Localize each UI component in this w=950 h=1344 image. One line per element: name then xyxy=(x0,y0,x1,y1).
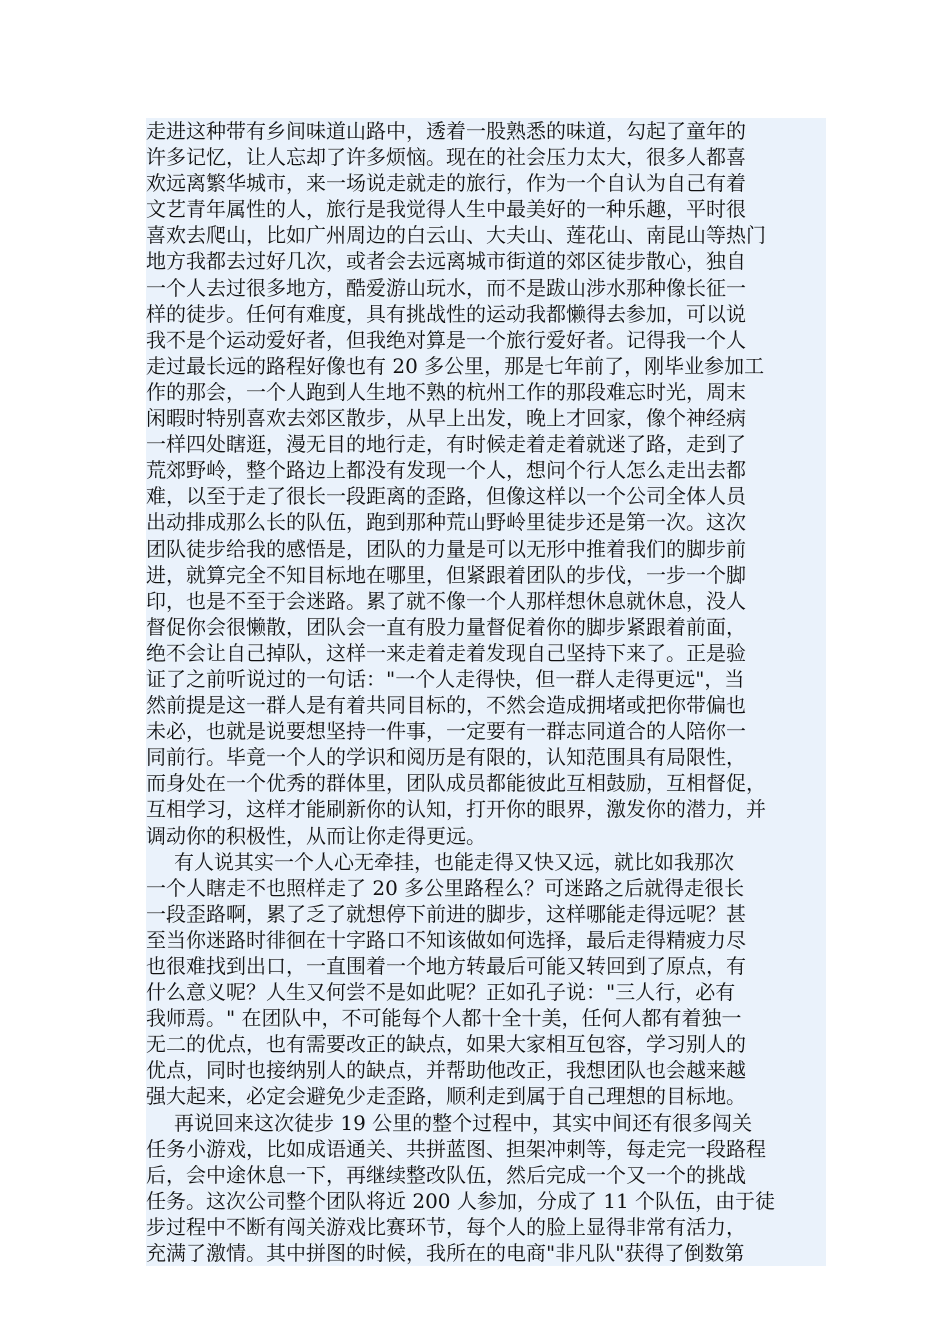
text-line: 进，就算完全不知目标地在哪里，但紧跟着团队的步伐，一步一个脚 xyxy=(146,562,826,588)
paragraph xyxy=(146,118,826,849)
text-line: 同前行。毕竟一个人的学识和阅历是有限的，认知范围具有局限性， xyxy=(146,744,826,770)
text-line: 团队徒步给我的感悟是，团队的力量是可以无形中推着我们的脚步前 xyxy=(146,536,826,562)
text-line: 走进这种带有乡间味道山路中，透着一股熟悉的味道，勾起了童年的 xyxy=(146,118,826,144)
text-line: 至当你迷路时徘徊在十字路口不知该做如何选择，最后走得精疲力尽 xyxy=(146,927,826,953)
text-line: 地方我都去过好几次，或者会去远离城市街道的郊区徒步散心，独自 xyxy=(146,248,826,274)
text-line: 优点，同时也接纳别人的缺点，并帮助他改正，我想团队也会越来越 xyxy=(146,1057,826,1083)
text-line: 难，以至于走了很长一段距离的歪路，但像这样以一个公司全体人员 xyxy=(146,483,826,509)
text-line: 文艺青年属性的人，旅行是我觉得人生中最美好的一种乐趣，平时很 xyxy=(146,196,826,222)
text-line: 任务小游戏，比如成语通关、共拼蓝图、担架冲刺等，每走完一段路程 xyxy=(146,1136,826,1162)
text-line: 什么意义呢？人生又何尝不是如此呢？正如孔子说："三人行，必有 xyxy=(146,979,826,1005)
text-line: 我不是个运动爱好者，但我绝对算是一个旅行爱好者。记得我一个人 xyxy=(146,327,826,353)
text-line: 喜欢去爬山，比如广州周边的白云山、大夫山、莲花山、南昆山等热门 xyxy=(146,222,826,248)
text-line: 许多记忆，让人忘却了许多烦恼。现在的社会压力太大，很多人都喜 xyxy=(146,144,826,170)
text-line: 任务。这次公司整个团队将近 200 人参加，分成了 11 个队伍，由于徒 xyxy=(146,1188,826,1214)
text-line: 然前提是这一群人是有着共同目标的，不然会造成拥堵或把你带偏也 xyxy=(146,692,826,718)
text-line: 无二的优点，也有需要改正的缺点，如果大家相互包容，学习别人的 xyxy=(146,1031,826,1057)
text-line: 督促你会很懒散，团队会一直有股力量督促着你的脚步紧跟着前面， xyxy=(146,614,826,640)
text-line: 强大起来，必定会避免少走歪路，顺利走到属于自己理想的目标地。 xyxy=(146,1083,826,1109)
text-line: 而身处在一个优秀的群体里，团队成员都能彼此互相鼓励，互相督促， xyxy=(146,770,826,796)
paragraph xyxy=(146,849,826,1110)
text-line: 闲暇时特别喜欢去郊区散步，从早上出发，晚上才回家，像个神经病 xyxy=(146,405,826,431)
body-text xyxy=(146,118,826,1266)
text-line: 后，会中途休息一下，再继续整改队伍，然后完成一个又一个的挑战 xyxy=(146,1162,826,1188)
text-line: 出动排成那么长的队伍，跑到那种荒山野岭里徒步还是第一次。这次 xyxy=(146,509,826,535)
text-line: 一样四处瞎逛，漫无目的地行走，有时候走着走着就迷了路，走到了 xyxy=(146,431,826,457)
text-line: 也很难找到出口，一直围着一个地方转最后可能又转回到了原点，有 xyxy=(146,953,826,979)
text-line: 再说回来这次徒步 19 公里的整个过程中，其实中间还有很多闯关 xyxy=(146,1110,826,1136)
text-line: 印，也是不至于会迷路。累了就不像一个人那样想休息就休息，没人 xyxy=(146,588,826,614)
text-line: 互相学习，这样才能刷新你的认知，打开你的眼界，激发你的潜力，并 xyxy=(146,796,826,822)
text-line: 充满了激情。其中拼图的时候，我所在的电商"非凡队"获得了倒数第 xyxy=(146,1240,826,1266)
text-line: 欢远离繁华城市，来一场说走就走的旅行，作为一个自认为自己有着 xyxy=(146,170,826,196)
text-line: 样的徒步。任何有难度，具有挑战性的运动我都懒得去参加，可以说 xyxy=(146,301,826,327)
text-line: 一段歪路啊，累了乏了就想停下前进的脚步，这样哪能走得远呢？甚 xyxy=(146,901,826,927)
text-line: 我师焉。" 在团队中，不可能每个人都十全十美，任何人都有着独一 xyxy=(146,1005,826,1031)
text-line: 一个人瞎走不也照样走了 20 多公里路程么？可迷路之后就得走很长 xyxy=(146,875,826,901)
text-line: 走过最长远的路程好像也有 20 多公里，那是七年前了，刚毕业参加工 xyxy=(146,353,826,379)
text-line: 调动你的积极性，从而让你走得更远。 xyxy=(146,823,826,849)
text-line: 绝不会让自己掉队，这样一来走着走着发现自己坚持下来了。正是验 xyxy=(146,640,826,666)
text-line: 荒郊野岭，整个路边上都没有发现一个人，想问个行人怎么走出去都 xyxy=(146,457,826,483)
text-line: 作的那会，一个人跑到人生地不熟的杭州工作的那段难忘时光，周末 xyxy=(146,379,826,405)
text-line: 一个人去过很多地方，酷爱游山玩水，而不是跋山涉水那种像长征一 xyxy=(146,275,826,301)
text-line: 步过程中不断有闯关游戏比赛环节，每个人的脸上显得非常有活力， xyxy=(146,1214,826,1240)
text-line: 有人说其实一个人心无牵挂，也能走得又快又远，就比如我那次 xyxy=(146,849,826,875)
text-line: 证了之前听说过的一句话："一个人走得快，但一群人走得更远"，当 xyxy=(146,666,826,692)
text-line: 未必，也就是说要想坚持一件事，一定要有一群志同道合的人陪你一 xyxy=(146,718,826,744)
paragraph xyxy=(146,1110,826,1267)
